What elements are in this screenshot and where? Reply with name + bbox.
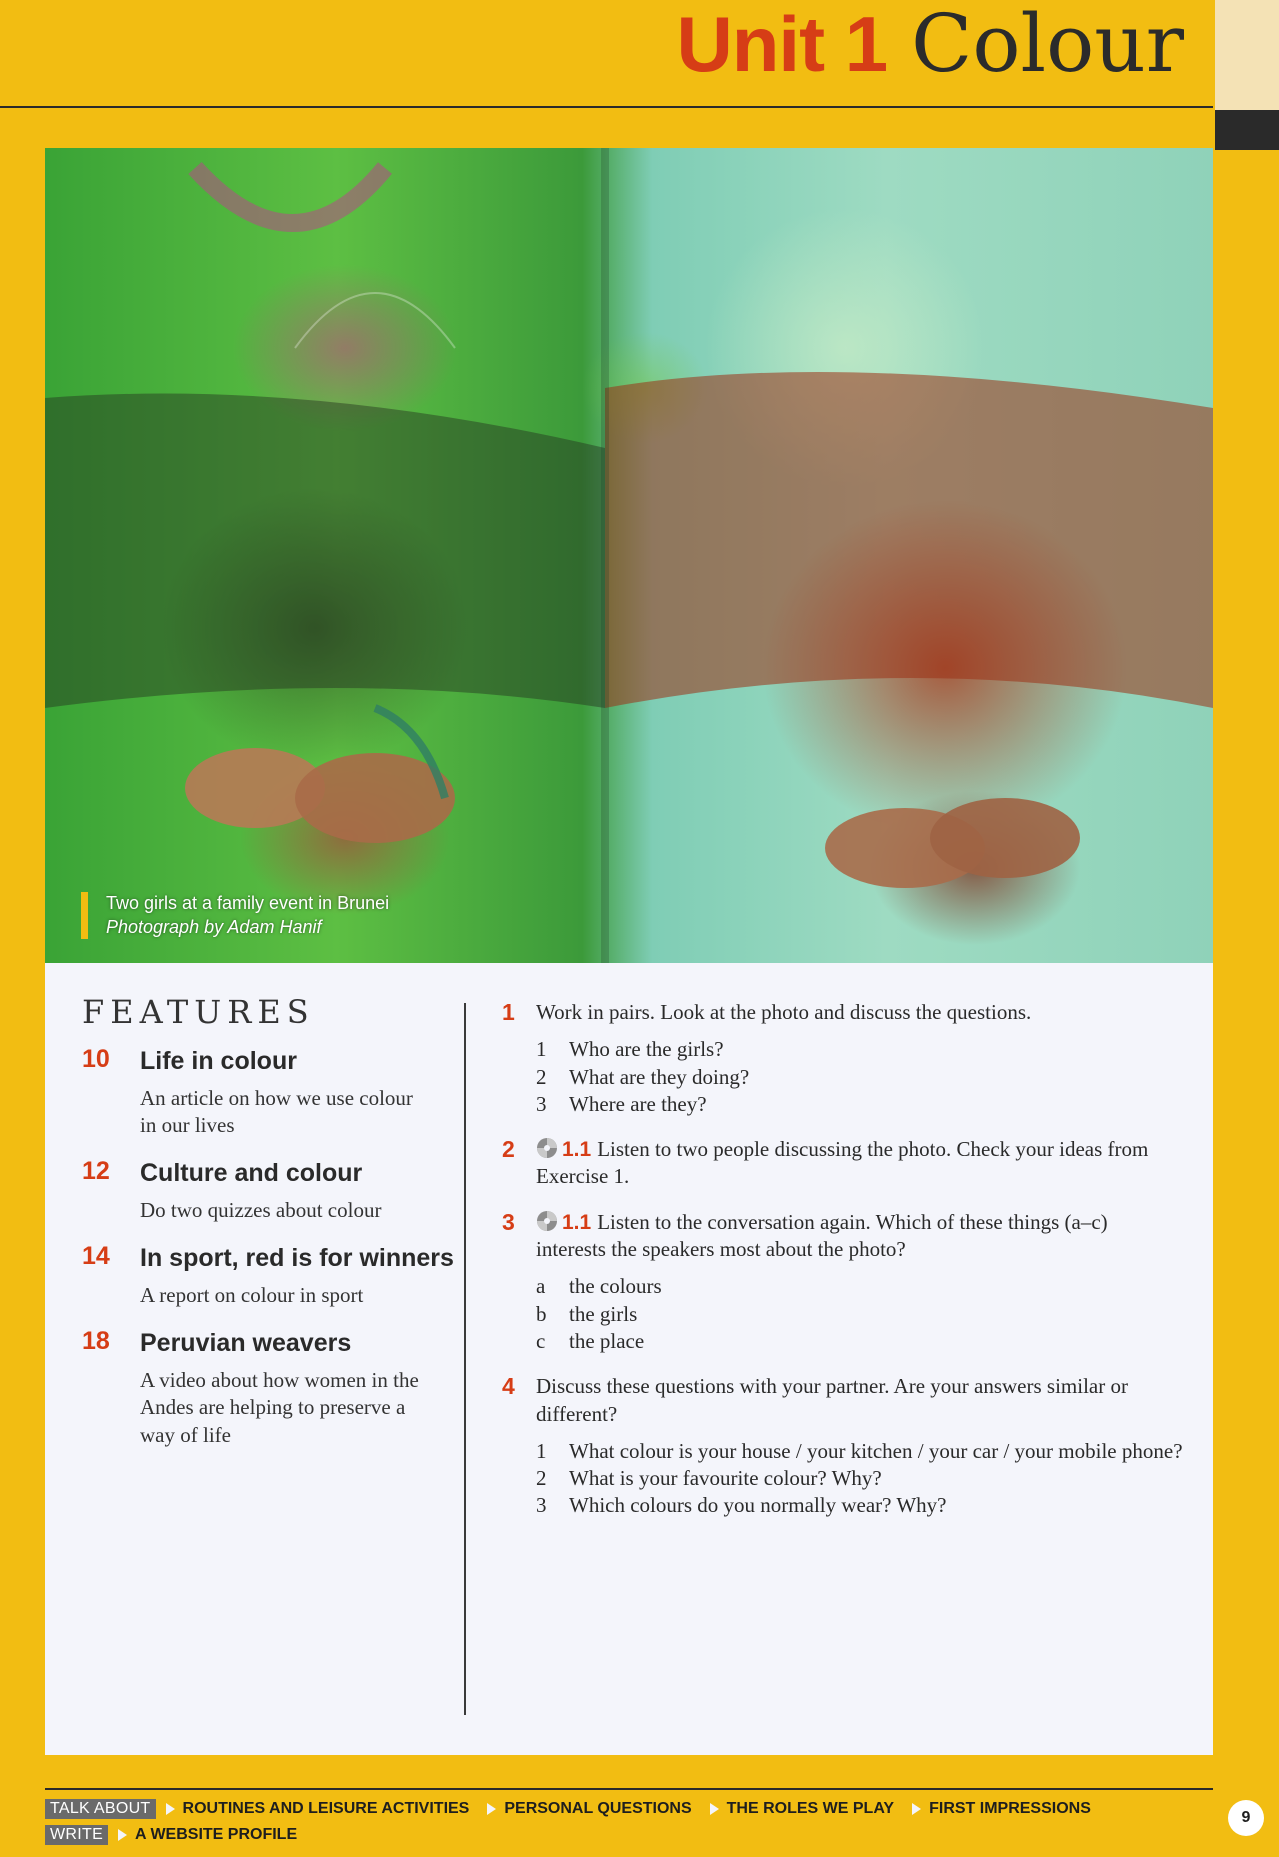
list-item-text: Who are the girls?	[569, 1037, 724, 1062]
audio-cd-icon[interactable]	[536, 1137, 558, 1159]
talk-about-label: TALK ABOUT	[45, 1799, 156, 1819]
list-item-text: the colours	[569, 1274, 662, 1299]
list-item-text: Where are they?	[569, 1091, 707, 1116]
feature-item[interactable]	[82, 1157, 462, 1224]
footer-topic-text: FIRST IMPRESSIONS	[929, 1800, 1091, 1817]
photo-caption	[81, 892, 389, 939]
page-number: 9	[1228, 1800, 1264, 1836]
exercise-instruction: Work in pairs. Look at the photo and discuss the questions.	[536, 1000, 1032, 1024]
list-item-text: What are they doing?	[569, 1064, 750, 1089]
list-marker: c	[536, 1328, 546, 1353]
triangle-arrow-icon	[118, 1829, 127, 1841]
caption-credit: Photograph by Adam Hanif	[106, 916, 322, 937]
feature-item[interactable]	[82, 1327, 462, 1449]
footer-topic-item[interactable]	[487, 1800, 691, 1818]
exercise-question-list	[536, 1438, 1202, 1520]
feature-item[interactable]	[82, 1242, 462, 1309]
triangle-arrow-icon	[710, 1803, 719, 1815]
list-item-text: the girls	[569, 1301, 638, 1326]
exercise-option-list	[536, 1273, 1202, 1355]
footer-topic-item[interactable]	[710, 1800, 894, 1818]
footer-topic-text: A WEBSITE PROFILE	[135, 1826, 298, 1843]
caption-text: Two girls at a family event in Brunei	[106, 893, 390, 914]
audio-track-number[interactable]: 1.1	[562, 1210, 592, 1234]
photo-illustration	[45, 148, 1213, 963]
list-item-text: What is your favourite colour? Why?	[569, 1466, 882, 1491]
exercise-4	[502, 1373, 1202, 1519]
page-title	[676, 0, 1184, 90]
list-item	[536, 1438, 1189, 1465]
footer-talk-about-row	[45, 1798, 1109, 1820]
list-item	[536, 1064, 1189, 1091]
header-tab-light	[1215, 0, 1279, 110]
footer-rule	[45, 1788, 1213, 1790]
feature-page-number: 14	[82, 1242, 110, 1271]
feature-title: Life in colour	[140, 1047, 297, 1075]
feature-item[interactable]	[82, 1045, 462, 1139]
feature-description: A video about how women in the Andes are helping to preserve a way of life	[140, 1368, 419, 1447]
unit-name: Colour	[911, 0, 1184, 90]
content-panel	[45, 963, 1213, 1755]
list-marker: a	[536, 1274, 546, 1299]
exercise-number: 2	[502, 1136, 515, 1163]
exercise-instruction	[536, 1209, 1176, 1264]
feature-page-number: 10	[82, 1045, 110, 1073]
list-marker: 1	[536, 1438, 547, 1463]
footer-write-row	[45, 1824, 315, 1846]
list-item	[536, 1328, 1189, 1355]
list-item	[536, 1465, 1189, 1492]
features-column	[82, 993, 462, 1467]
feature-description: A report on colour in sport	[140, 1283, 364, 1308]
list-item	[536, 1273, 1189, 1300]
feature-page-number: 12	[82, 1157, 110, 1186]
feature-page-number: 18	[82, 1327, 110, 1356]
exercise-number: 3	[502, 1208, 515, 1235]
exercise-number: 4	[502, 1373, 515, 1400]
footer-topic-item[interactable]	[912, 1800, 1091, 1818]
list-marker: 3	[536, 1493, 547, 1518]
footer-topic-item[interactable]	[118, 1826, 297, 1844]
list-marker: 2	[536, 1466, 547, 1491]
column-divider	[464, 1003, 466, 1715]
exercise-instruction-text: Listen to the conversation again. Which of these things (a–c) interests the speakers most about the photo?	[536, 1209, 1108, 1262]
exercise-question-list	[536, 1036, 1202, 1118]
triangle-arrow-icon	[487, 1803, 496, 1815]
list-item	[536, 1301, 1189, 1328]
footer-topic-text: ROUTINES AND LEISURE ACTIVITIES	[182, 1800, 470, 1817]
exercise-2	[502, 1136, 1202, 1191]
list-item-text: Which colours do you normally wear? Why?	[569, 1493, 947, 1518]
audio-track-number[interactable]: 1.1	[562, 1138, 592, 1162]
exercises-column	[502, 999, 1202, 1538]
list-marker: 2	[536, 1064, 547, 1089]
exercise-number: 1	[502, 999, 515, 1025]
feature-description: An article on how we use colour in our lives	[140, 1085, 413, 1138]
exercise-3	[502, 1209, 1202, 1355]
feature-title: Peruvian weavers	[140, 1329, 352, 1358]
list-item	[536, 1091, 1189, 1118]
exercise-instruction-text: Listen to two people discussing the photo. Check your ideas from Exercise 1.	[536, 1137, 1149, 1189]
list-marker: 3	[536, 1091, 547, 1116]
exercise-instruction	[536, 1136, 1176, 1191]
triangle-arrow-icon	[166, 1803, 175, 1815]
footer-topic-text: THE ROLES WE PLAY	[726, 1800, 895, 1817]
feature-description: Do two quizzes about colour	[140, 1198, 382, 1223]
feature-title: In sport, red is for winners	[140, 1244, 454, 1273]
write-label: WRITE	[45, 1825, 108, 1845]
list-marker: b	[536, 1301, 547, 1326]
hero-photo	[45, 148, 1213, 963]
list-item	[536, 1036, 1189, 1063]
exercise-1	[502, 999, 1202, 1118]
list-item-text: What colour is your house / your kitchen / your car / your mobile phone?	[569, 1438, 1183, 1463]
feature-title: Culture and colour	[140, 1159, 363, 1188]
list-item-text: the place	[569, 1328, 645, 1353]
audio-cd-icon[interactable]	[536, 1210, 558, 1232]
exercise-instruction: Discuss these questions with your partner. Are your answers similar or different?	[536, 1374, 1128, 1426]
list-marker: 1	[536, 1037, 547, 1062]
unit-label: Unit 1	[676, 0, 888, 88]
features-heading: FEATURES	[82, 993, 315, 1031]
triangle-arrow-icon	[912, 1803, 921, 1815]
footer-topic-item[interactable]	[166, 1800, 470, 1818]
list-item	[536, 1492, 1189, 1519]
footer-topic-text: PERSONAL QUESTIONS	[504, 1800, 692, 1817]
header-tab-dark	[1215, 110, 1279, 150]
